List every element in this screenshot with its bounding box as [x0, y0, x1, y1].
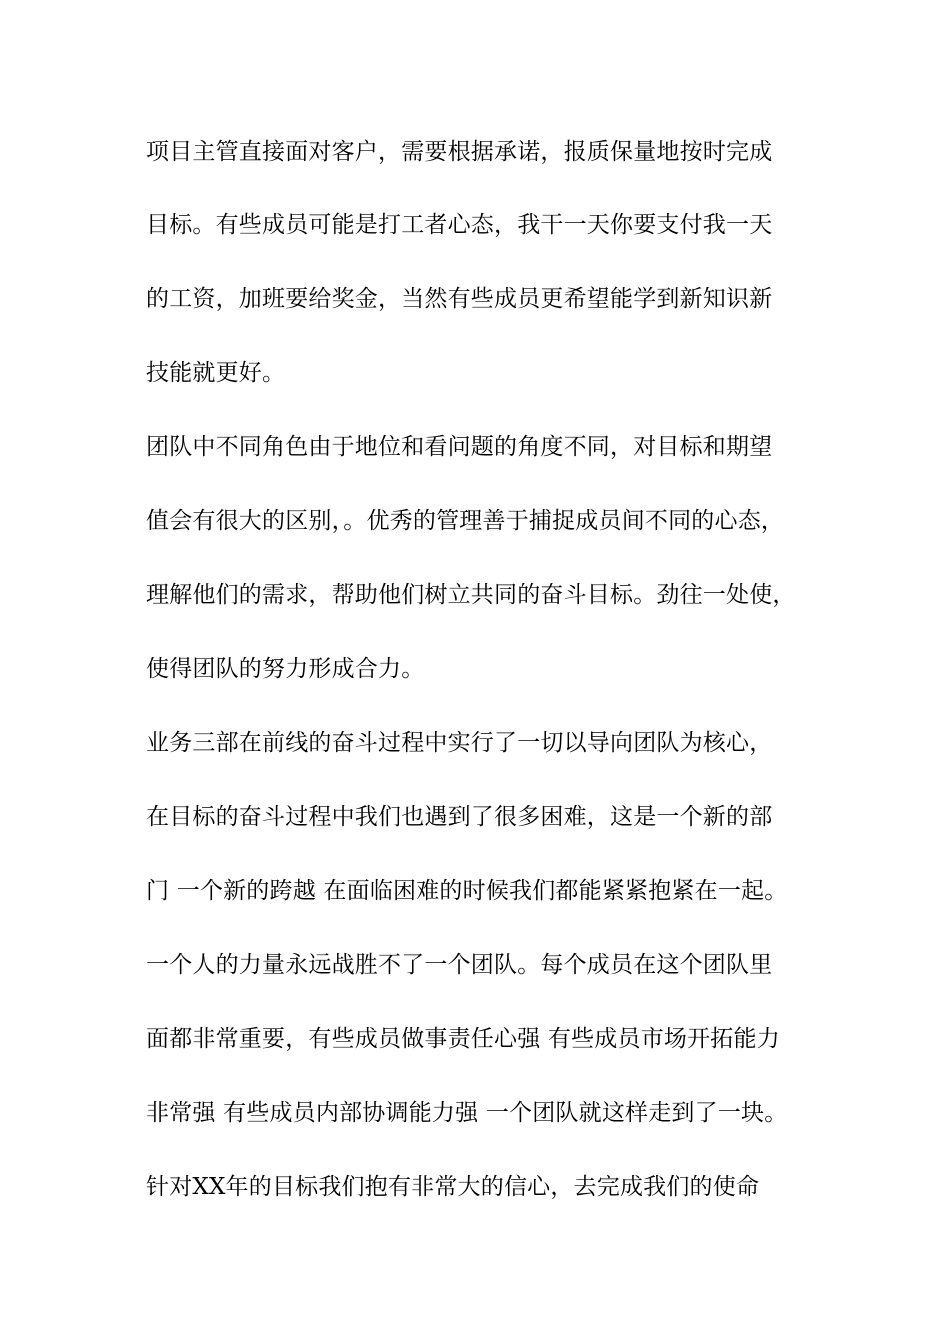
- text-line: 团队中不同角色由于地位和看问题的角度不同，对目标和期望: [146, 434, 773, 460]
- text-line: 门 一个新的跨越 在面临困难的时候我们都能紧紧抱紧在一起。: [146, 878, 788, 904]
- text-line: 值会有很大的区别，。优秀的管理善于捕捉成员间不同的心态，: [146, 508, 785, 534]
- text-line: 目标。有些成员可能是打工者心态，我干一天你要支付我一天: [146, 212, 773, 238]
- text-line: 理解他们的需求，帮助他们树立共同的奋斗目标。劲往一处使，: [146, 582, 796, 608]
- text-line: 使得团队的努力形成合力。: [146, 656, 425, 682]
- text-line: 在目标的奋斗过程中我们也遇到了很多困难，这是一个新的部: [146, 804, 773, 830]
- text-line: 针对XX年的目标我们抱有非常大的信心，去完成我们的使命: [146, 1174, 760, 1200]
- text-line: 业务三部在前线的奋斗过程中实行了一切以导向团队为核心，: [146, 730, 773, 756]
- text-line: 技能就更好。: [146, 360, 286, 386]
- text-line: 面都非常重要，有些成员做事责任心强 有些成员市场开拓能力: [146, 1026, 780, 1052]
- text-line: 项目主管直接面对客户，需要根据承诺，报质保量地按时完成: [146, 139, 773, 165]
- text-line: 的工资，加班要给奖金，当然有些成员更希望能学到新知识新: [146, 286, 773, 312]
- text-line: 非常强 有些成员内部协调能力强 一个团队就这样走到了一块。: [146, 1100, 788, 1126]
- text-line: 一个人的力量永远战胜不了一个团队。每个成员在这个团队里: [146, 952, 773, 978]
